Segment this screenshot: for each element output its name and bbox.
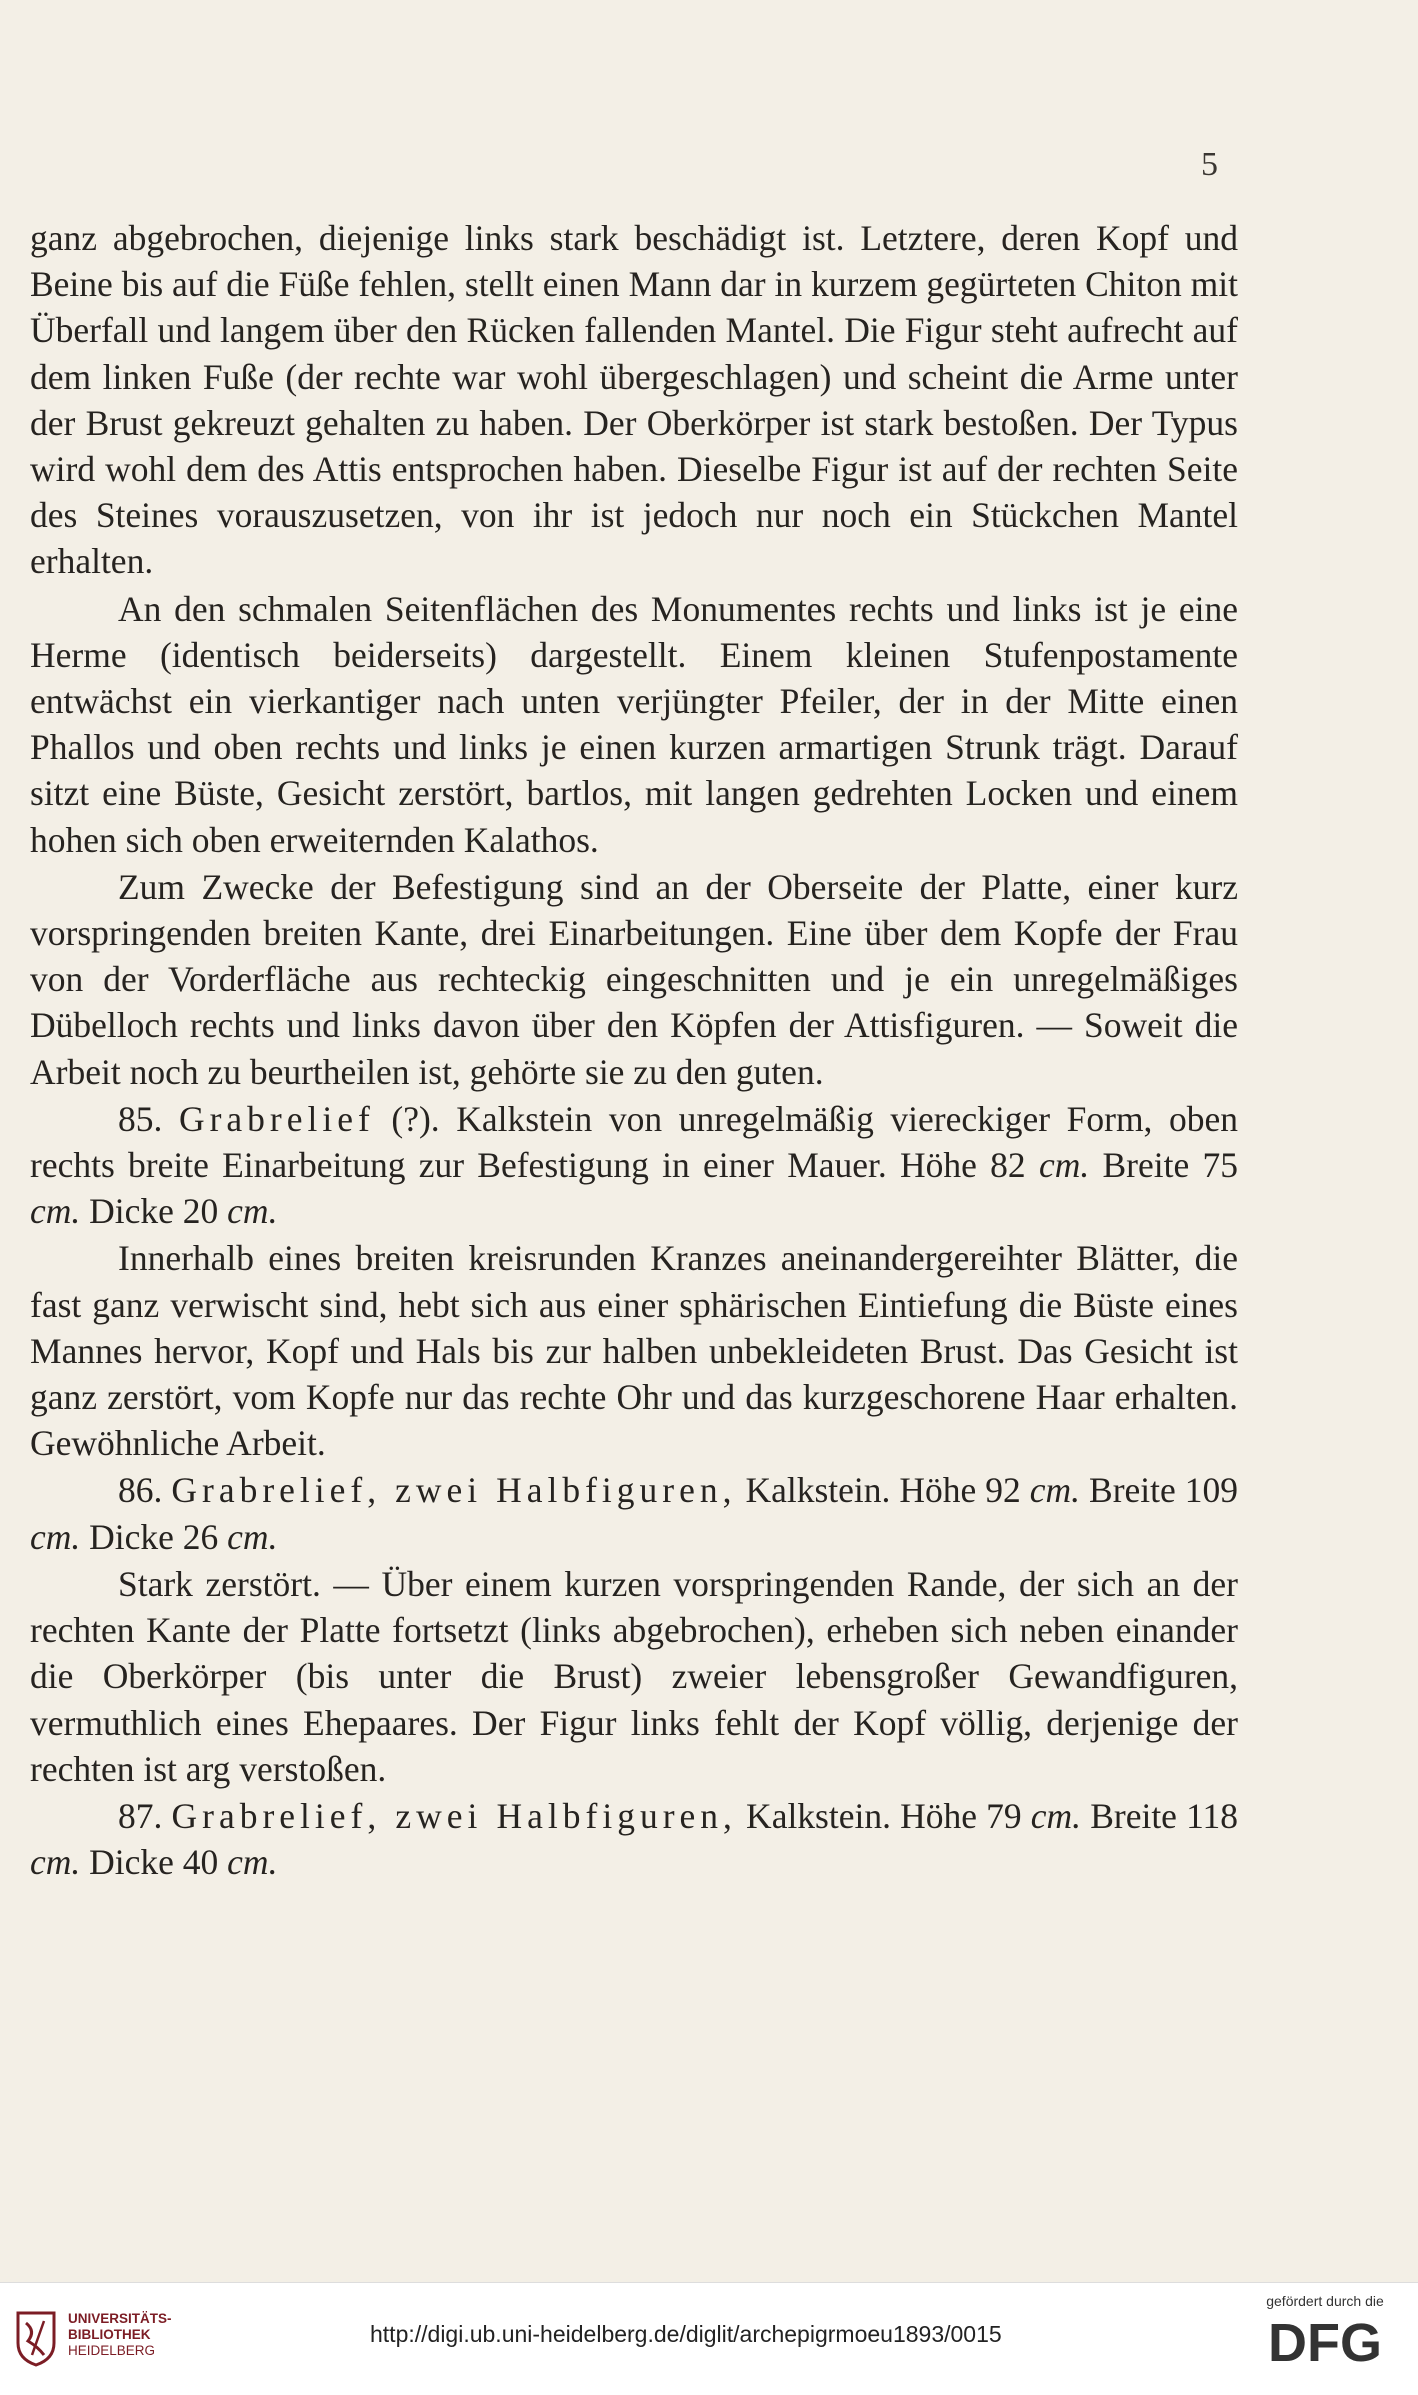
catalogue-entry-85 [30,1096,1238,1235]
unit-width: cm. [30,1842,81,1883]
entry-depth: Dicke 40 [80,1842,228,1883]
unit-depth: cm. [227,1516,278,1557]
entry-width: Breite 75 [1089,1145,1238,1186]
entry-title: Grabrelief, zwei Halbfiguren, [171,1470,737,1511]
catalogue-entry-86 [30,1467,1238,1559]
unit-height: cm. [1030,1795,1082,1836]
entry-number: 85. [118,1098,163,1139]
svg-text:DFG: DFG [1268,2313,1382,2371]
unit-width: cm. [30,1516,81,1557]
entry-depth: Dicke 26 [80,1516,228,1557]
entry-width: Breite 118 [1081,1795,1239,1836]
entry-number: 86. [118,1470,163,1511]
paragraph-5: Innerhalb eines breiten kreisrunden Kranzes aneinandergereihter Blätter, die fast ganz verwischt sind, hebt sich aus einer sphärischen Eintiefung die Büste eines Mannes hervor, Kopf und Hals bis zur halben unbekleideten Brust. Das Gesicht ist ganz zerstört, vom Kopfe nur das rechte Ohr und das kurzgeschorene Haar erhalten. Gewöhnliche Arbeit. [30,1238,1238,1464]
funder-block[interactable] [1250,2293,1400,2376]
library-seal-icon [14,2309,58,2367]
text-column [30,215,1238,1886]
library-name: UNIVERSITÄTS- BIBLIOTHEK HEIDELBERG [68,2311,172,2358]
entry-description: (?). Kalkstein von unregelmäßig viereckiger Form, oben rechts breite Einarbeitung zur Befestigung in einer Mauer. Höhe 82 [30,1098,1239,1186]
unit-depth: cm. [227,1842,278,1883]
page-number: 5 [1201,146,1218,183]
paragraph-2: An den schmalen Seitenflächen des Monumentes rechts und links ist je eine Herme (identisch beiderseits) dargestellt. Einem kleinen Stufenpostamente entwächst ein vierkantiger nach unten verjüngter Pfeiler, der in der Mitte einen Phallos und oben rechts und links je einen kurzen armartigen Strunk trägt. Darauf sitzt eine Büste, Gesicht zerstört, bartlos, mit langen gedrehten Locken und einem hohen sich oben erweiternden Kalathos. [30,588,1238,860]
entry-title: Grabrelief, zwei Halbfiguren, [171,1795,737,1836]
unit-depth: cm. [227,1191,278,1232]
entry-title: Grabrelief [178,1098,375,1139]
entry-description: Kalkstein. Höhe 79 [736,1795,1031,1836]
paragraph-7: Stark zerstört. — Über einem kurzen vorspringenden Rande, der sich an der rechten Kante der Platte fortsetzt (links abgebrochen), erheben sich neben einander die Oberkörper (bis unter die Brust) zweier lebensgroßer Gewandfiguren, vermuthlich eines Ehepaares. Der Figur links fehlt der Kopf völlig, derjenige der rechten ist arg verstoßen. [30,1563,1238,1789]
library-logo[interactable] [14,2305,214,2375]
permalink-url[interactable]: http://digi.ub.uni-heidelberg.de/diglit/archepigrmoeu1893/0015 [370,2321,1002,2347]
entry-description: Kalkstein. Höhe 92 [736,1470,1030,1511]
entry-number: 87. [118,1795,163,1836]
entry-width: Breite 109 [1080,1470,1239,1511]
paragraph-1: ganz abgebrochen, diejenige links stark beschädigt ist. Letztere, deren Kopf und Beine bis auf die Füße fehlen, stellt einen Mann dar in kurzem gegürteten Chiton mit Überfall und langem über den Rücken fallenden Mantel. Die Figur steht aufrecht auf dem linken Fuße (der rechte war wohl übergeschlagen) und scheint die Arme unter der Brust gekreuzt gehalten zu haben. Der Oberkörper ist stark bestoßen. Der Typus wird wohl dem des Attis entsprochen haben. Dieselbe Figur ist auf der rechten Seite des Steines vorauszusetzen, von ihr ist jedoch nur noch ein Stückchen Mantel erhalten. [30,218,1238,582]
entry-depth: Dicke 20 [80,1191,228,1232]
unit-height: cm. [1029,1470,1081,1511]
unit-height: cm. [1038,1145,1090,1186]
dfg-logo-icon [1255,2311,1395,2371]
catalogue-entry-87 [30,1793,1238,1885]
footer-bar [0,2282,1418,2395]
unit-width: cm. [30,1191,81,1232]
funder-caption: gefördert durch die [1266,2293,1384,2309]
paragraph-3: Zum Zwecke der Befestigung sind an der Oberseite der Platte, einer kurz vorspringenden breiten Kante, drei Einarbeitungen. Eine über dem Kopfe der Frau von der Vorderfläche aus rechteckig eingeschnitten und je ein unregelmäßiges Dübelloch rechts und links davon über den Köpfen der Attisfiguren. — Soweit die Arbeit noch zu beurtheilen ist, gehörte sie zu den guten. [30,866,1238,1092]
